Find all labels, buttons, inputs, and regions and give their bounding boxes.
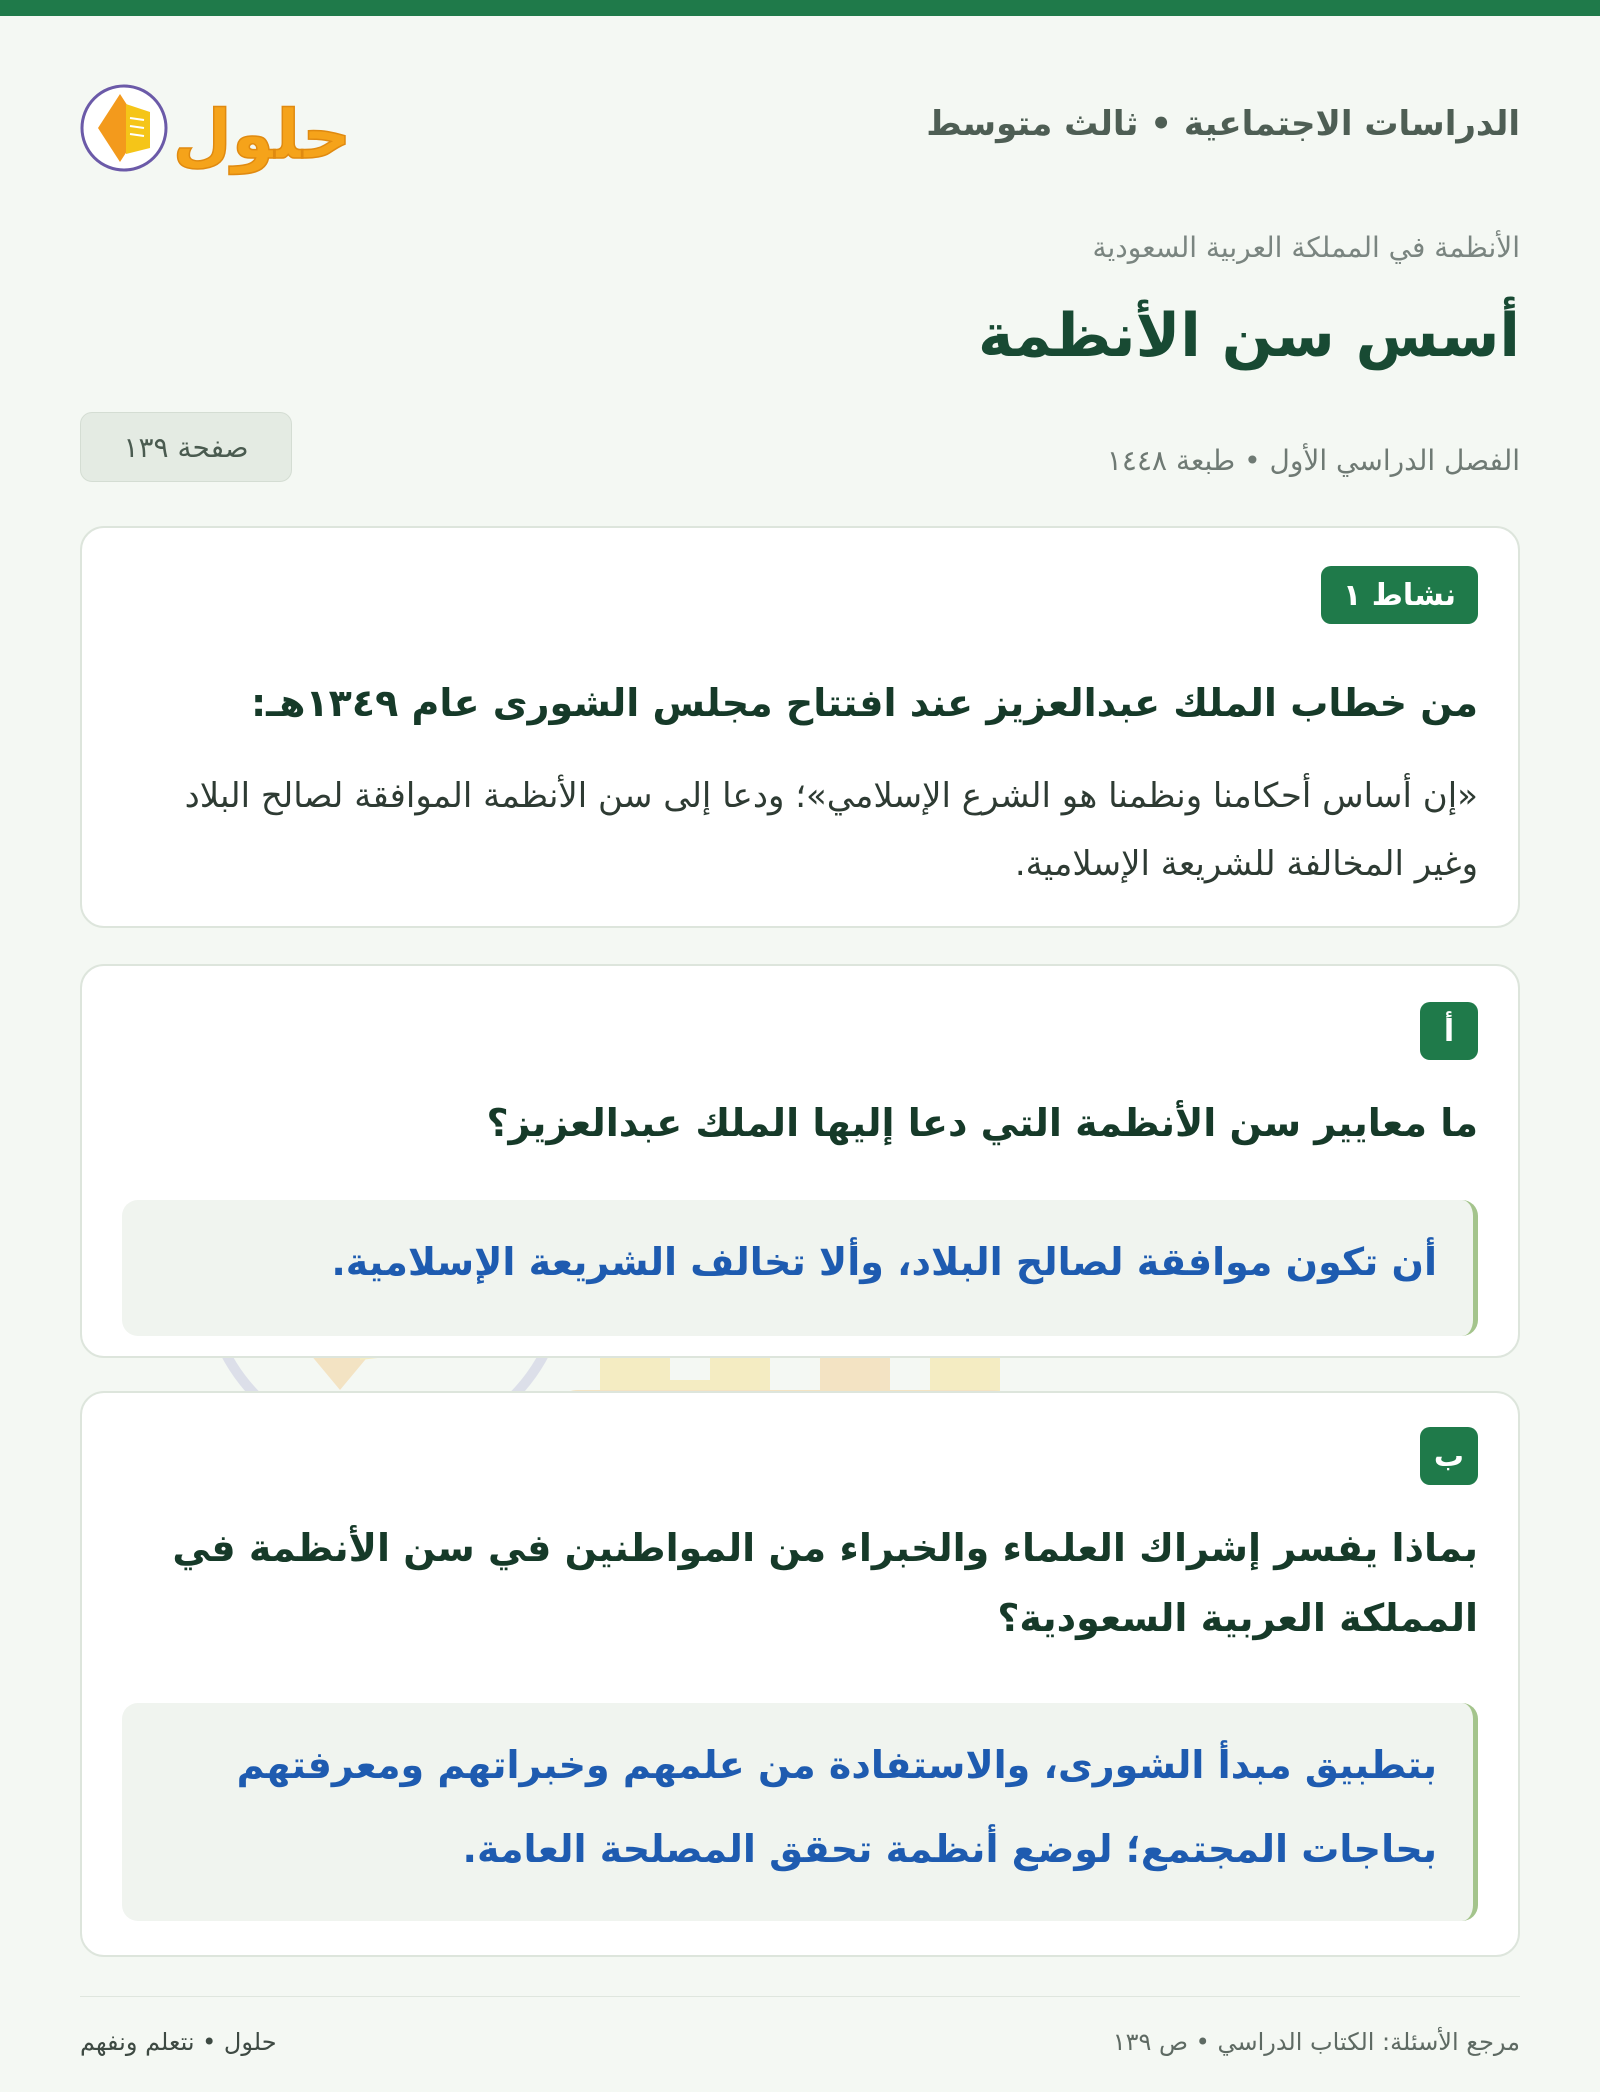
top-accent-bar (0, 0, 1600, 16)
footer-divider (80, 1996, 1520, 1997)
answer-text-a: أن تكون موافقة لصالح البلاد، وألا تخالف الشريعة الإسلامية. (331, 1240, 1437, 1284)
answer-box-a (122, 1200, 1478, 1336)
breadcrumb: الأنظمة في المملكة العربية السعودية (1092, 231, 1520, 264)
question-badge-b: ب (1420, 1427, 1478, 1485)
footer-brand: حلول • نتعلم ونفهم (80, 2028, 277, 2056)
hulul-logo[interactable] (80, 66, 370, 186)
question-text-b: بماذا يفسر إشراك العلماء والخبراء من المواطنين في سن الأنظمة في المملكة العربية السعودية؟ (172, 1526, 1478, 1640)
answer-text-b: بتطبيق مبدأ الشورى، والاستفادة من علمهم وخبراتهم ومعرفتهم بحاجات المجتمع؛ لوضع أنظمة تحقق المصلحة العامة. (236, 1743, 1437, 1871)
activity-heading: من خطاب الملك عبدالعزيز عند افتتاح مجلس الشورى عام ١٣٤٩هـ: (250, 681, 1478, 725)
activity-card (80, 526, 1520, 928)
page-number-badge: صفحة ١٣٩ (80, 412, 292, 482)
question-badge-a: أ (1420, 1002, 1478, 1060)
question-text-a: ما معايير سن الأنظمة التي دعا إليها الملك عبدالعزيز؟ (486, 1101, 1478, 1145)
page (80, 16, 1520, 2092)
logo-text: حلول (172, 96, 352, 175)
page-title: أسس سن الأنظمة (978, 301, 1520, 371)
subject-title: الدراسات الاجتماعية • ثالث متوسط (926, 104, 1520, 144)
footer-reference: مرجع الأسئلة: الكتاب الدراسي • ص ١٣٩ (1112, 2028, 1520, 2056)
activity-text: «إن أساس أحكامنا ونظمنا هو الشرع الإسلامي»؛ ودعا إلى سن الأنظمة الموافقة لصالح البلاد وغير المخالفة للشريعة الإسلامية. (184, 776, 1478, 884)
semester-meta: الفصل الدراسي الأول • طبعة ١٤٤٨ (1106, 444, 1520, 477)
activity-badge: نشاط ١ (1321, 566, 1478, 624)
question-card-a (80, 964, 1520, 1358)
question-card-b (80, 1391, 1520, 1957)
answer-box-b (122, 1703, 1478, 1921)
